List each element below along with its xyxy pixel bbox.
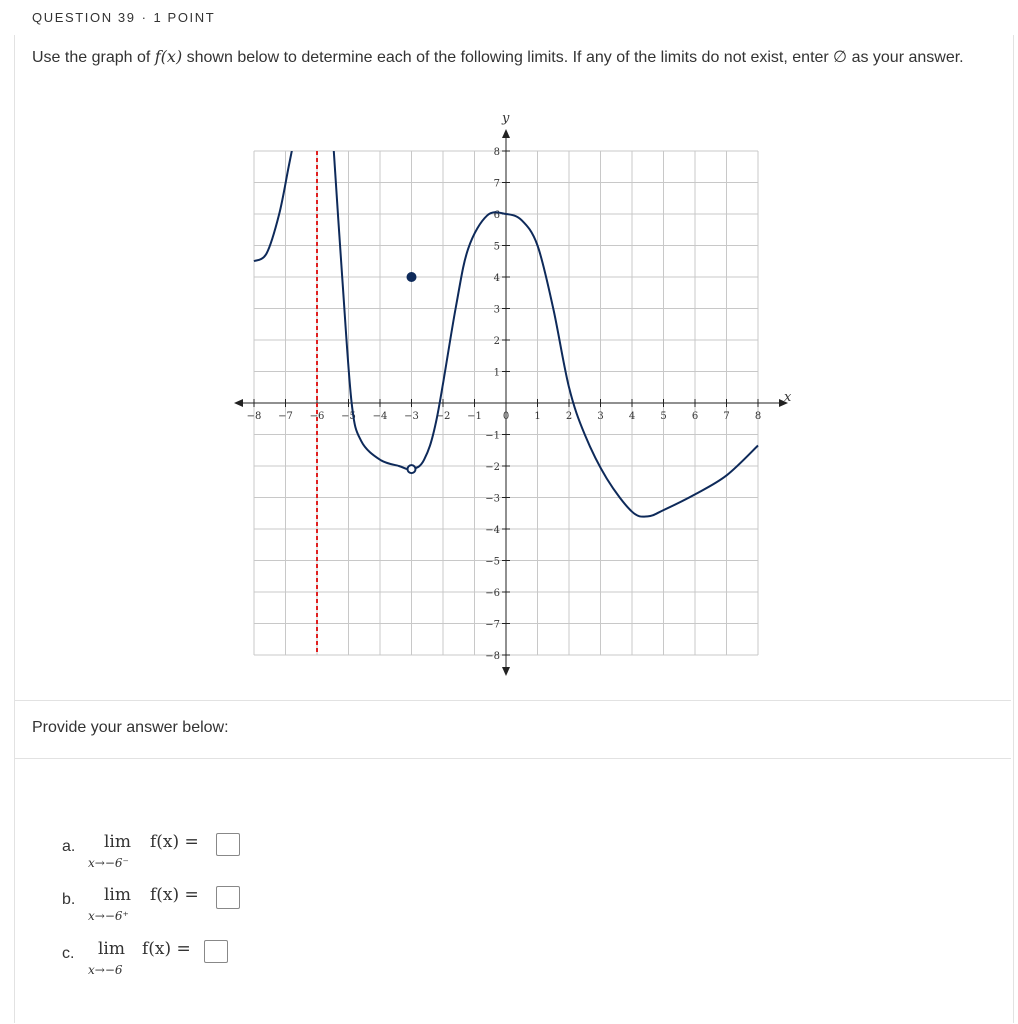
lim-subscript: x→−6⁺ — [88, 909, 129, 923]
answer-letter: b. — [62, 891, 76, 908]
x-tick-label: 0 — [502, 411, 510, 422]
provide-answer-label: Provide your answer below: — [32, 719, 229, 736]
function-expression: f(x) = — [150, 885, 199, 905]
y-axis-label: y — [502, 111, 510, 126]
answer-letter: c. — [62, 945, 75, 962]
y-tick-label: 2 — [493, 336, 500, 347]
lim-operator: lim — [98, 939, 125, 959]
curve-left-branch — [254, 135, 295, 261]
y-tick-label: 8 — [493, 147, 500, 158]
answer-letter: a. — [62, 838, 76, 855]
x-tick-label: −3 — [404, 411, 419, 422]
x-tick-label: 7 — [723, 411, 730, 422]
x-tick-label: 4 — [628, 411, 636, 422]
x-tick-label: 6 — [691, 411, 699, 422]
prompt-function: f(x) — [154, 47, 183, 66]
x-tick-label: −6 — [309, 411, 325, 422]
function-expression: f(x) = — [150, 832, 199, 852]
y-tick-label: 6 — [493, 210, 500, 221]
y-tick-label: −7 — [485, 619, 500, 631]
x-tick-label: 5 — [660, 411, 667, 422]
x-tick-label: −1 — [467, 411, 482, 422]
answer-input-c[interactable] — [204, 940, 228, 963]
x-tick-label: 8 — [754, 411, 762, 422]
lim-operator: lim — [104, 885, 131, 905]
lim-operator: lim — [104, 832, 131, 852]
open-point — [408, 465, 416, 473]
y-tick-label: −6 — [485, 588, 500, 599]
x-tick-label: −2 — [435, 411, 451, 422]
answer-input-b[interactable] — [216, 886, 240, 909]
prompt-text-after: shown below to determine each of the following limits. If any of the limits do not exist, enter ∅ as your answer. — [182, 49, 964, 66]
x-tick-label: 1 — [534, 411, 541, 422]
x-tick-label: 3 — [597, 411, 604, 422]
x-tick-label: −4 — [372, 411, 388, 422]
y-tick-label: 7 — [493, 178, 500, 190]
x-axis-arrow-left — [234, 399, 243, 407]
function-expression: f(x) = — [142, 939, 191, 959]
graph-ticks — [247, 147, 762, 662]
y-tick-label: 1 — [493, 367, 500, 379]
question-points: 1 POINT — [153, 10, 216, 25]
y-tick-label: 3 — [493, 304, 500, 316]
y-tick-label: −1 — [485, 430, 500, 442]
y-tick-label: −2 — [485, 462, 500, 473]
x-tick-label: 2 — [565, 411, 573, 422]
y-tick-label: 5 — [493, 241, 500, 253]
y-axis-arrow-down — [502, 667, 510, 676]
question-number: QUESTION 39 — [32, 10, 136, 25]
x-tick-label: −8 — [246, 411, 262, 422]
section-divider — [15, 700, 1011, 701]
section-divider — [15, 758, 1011, 759]
lim-subscript: x→−6⁻ — [88, 856, 129, 870]
closed-point — [407, 272, 417, 282]
y-axis-arrow-up — [502, 129, 510, 138]
lim-subscript: x→−6 — [88, 963, 123, 977]
answer-input-a[interactable] — [216, 833, 240, 856]
y-tick-label: −8 — [485, 651, 500, 662]
y-tick-label: 4 — [493, 273, 500, 284]
y-tick-label: −4 — [485, 525, 500, 536]
prompt-text-before: Use the graph of — [32, 49, 155, 66]
x-axis-label: x — [784, 390, 792, 405]
y-tick-label: −3 — [485, 493, 500, 505]
y-tick-label: −5 — [485, 556, 500, 568]
x-tick-label: −5 — [341, 411, 356, 422]
curve-middle-branch — [333, 135, 758, 516]
x-tick-label: −7 — [278, 411, 293, 422]
header-separator: · — [141, 10, 148, 25]
